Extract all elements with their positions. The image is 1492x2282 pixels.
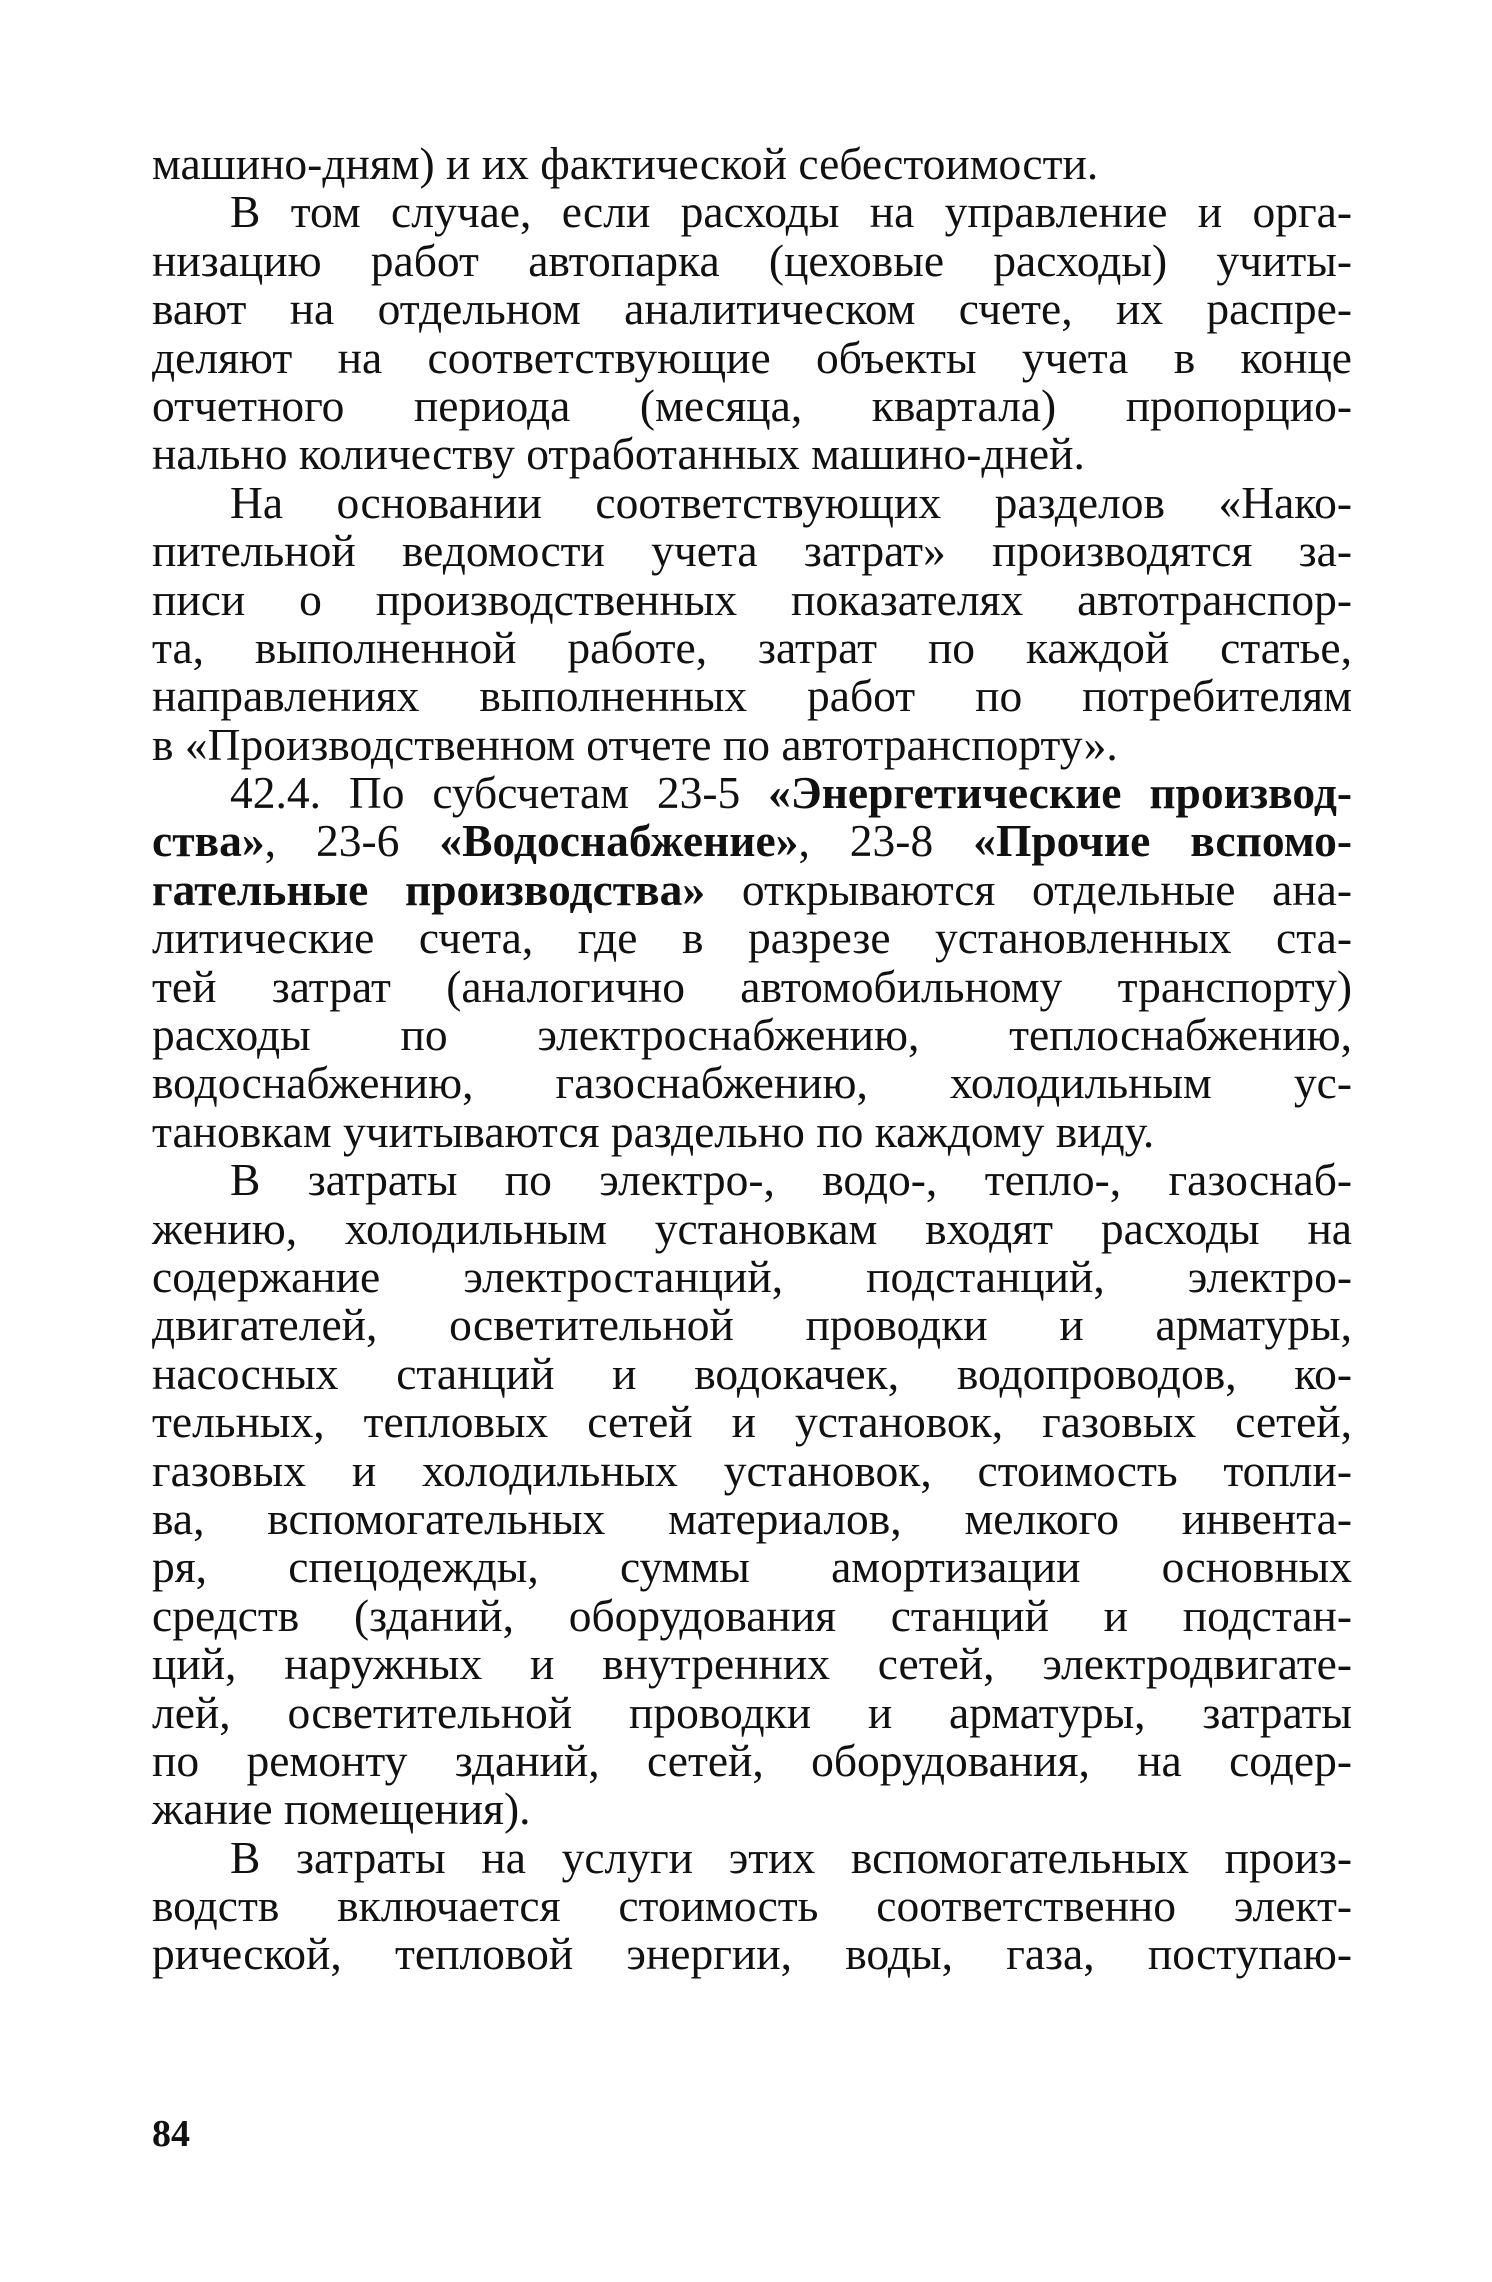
text-line <box>152 817 1352 865</box>
text-line: средств (зданий, оборудования станций и подстан- <box>152 1589 1352 1641</box>
text-line: отчетного периода (месяца, квартала) пропорцио- <box>152 379 1352 431</box>
subaccount-title: «Прочие вспомо- <box>973 815 1352 867</box>
text-line: деляют на соответствующие объекты учета в конце <box>152 331 1352 383</box>
text-line: писи о производственных показателях автотранспор- <box>152 573 1352 625</box>
text-line: содержание электростанций, подстанций, электро- <box>152 1250 1352 1302</box>
text-line: жению, холодильным установкам входят расходы на <box>152 1202 1352 1254</box>
text-segment: , 23-8 <box>798 815 974 867</box>
text-line <box>152 769 1352 817</box>
text-line: тановкам учитываются раздельно по каждому виду. <box>152 1105 1155 1157</box>
page-number: 84 <box>152 2113 190 2155</box>
text-line: двигателей, осветительной проводки и арматуры, <box>152 1299 1352 1351</box>
text-line: водств включается стоимость соответственно элект- <box>152 1880 1352 1932</box>
text-line: рической, тепловой энергии, воды, газа, поступаю- <box>152 1928 1352 1980</box>
text-line <box>152 863 1352 915</box>
text-line: расходы по электроснабжению, теплоснабжению, <box>152 1009 1352 1061</box>
text-line: вают на отдельном аналитическом счете, их распре- <box>152 283 1352 335</box>
text-line: пительной ведомости учета затрат» производятся за- <box>152 525 1352 577</box>
text-segment: открываются отдельные ана- <box>705 863 1352 915</box>
text-line: литические счета, где в разрезе установленных ста- <box>152 912 1352 964</box>
text-line: На основании соответствующих разделов «Нако- <box>230 476 1352 528</box>
text-line: та, выполненной работе, затрат по каждой статье, <box>152 621 1352 673</box>
subaccount-title: «Энергетические производ- <box>768 767 1352 819</box>
subaccount-title: «Водоснабжение» <box>439 815 799 867</box>
text-line: по ремонту зданий, сетей, оборудования, на содер- <box>152 1734 1352 1786</box>
text-line: лей, осветительной проводки и арматуры, затраты <box>152 1686 1352 1738</box>
text-line: ва, вспомогательных материалов, мелкого инвента- <box>152 1492 1352 1544</box>
text-line: насосных станций и водокачек, водопроводов, ко- <box>152 1347 1352 1399</box>
text-line: низацию работ автопарка (цеховые расходы) учиты- <box>152 234 1352 286</box>
text-line: жание помещения). <box>152 1783 531 1835</box>
text-segment: , 23-6 <box>264 815 440 867</box>
text-segment: 42.4. По субсчетам 23-5 <box>230 767 769 819</box>
text-line: В том случае, если расходы на управление и орга- <box>230 186 1352 238</box>
text-line: газовых и холодильных установок, стоимость топли- <box>152 1444 1352 1496</box>
text-line: ря, спецодежды, суммы амортизации основных <box>152 1541 1352 1593</box>
text-line: в «Производственном отчете по автотранспорту». <box>152 718 1118 770</box>
body-text <box>152 140 1352 1979</box>
text-line: тельных, тепловых сетей и установок, газовых сетей, <box>152 1396 1352 1448</box>
text-line: тей затрат (аналогично автомобильному транспорту) <box>152 960 1352 1012</box>
text-line: В затраты по электро-, водо-, тепло-, газоснаб- <box>230 1154 1352 1206</box>
text-line: машино-дням) и их фактической себестоимости. <box>152 138 1099 189</box>
subaccount-title: гательные производства» <box>152 863 706 915</box>
text-line: нально количеству отработанных машино-дней. <box>152 428 1085 480</box>
text-line: водоснабжению, газоснабжению, холодильным ус- <box>152 1057 1352 1109</box>
text-line: В затраты на услуги этих вспомогательных произ- <box>230 1831 1352 1883</box>
text-line: ций, наружных и внутренних сетей, электродвигате- <box>152 1638 1352 1690</box>
text-line: направлениях выполненных работ по потребителям <box>152 670 1352 722</box>
subaccount-title: ства» <box>152 815 265 867</box>
